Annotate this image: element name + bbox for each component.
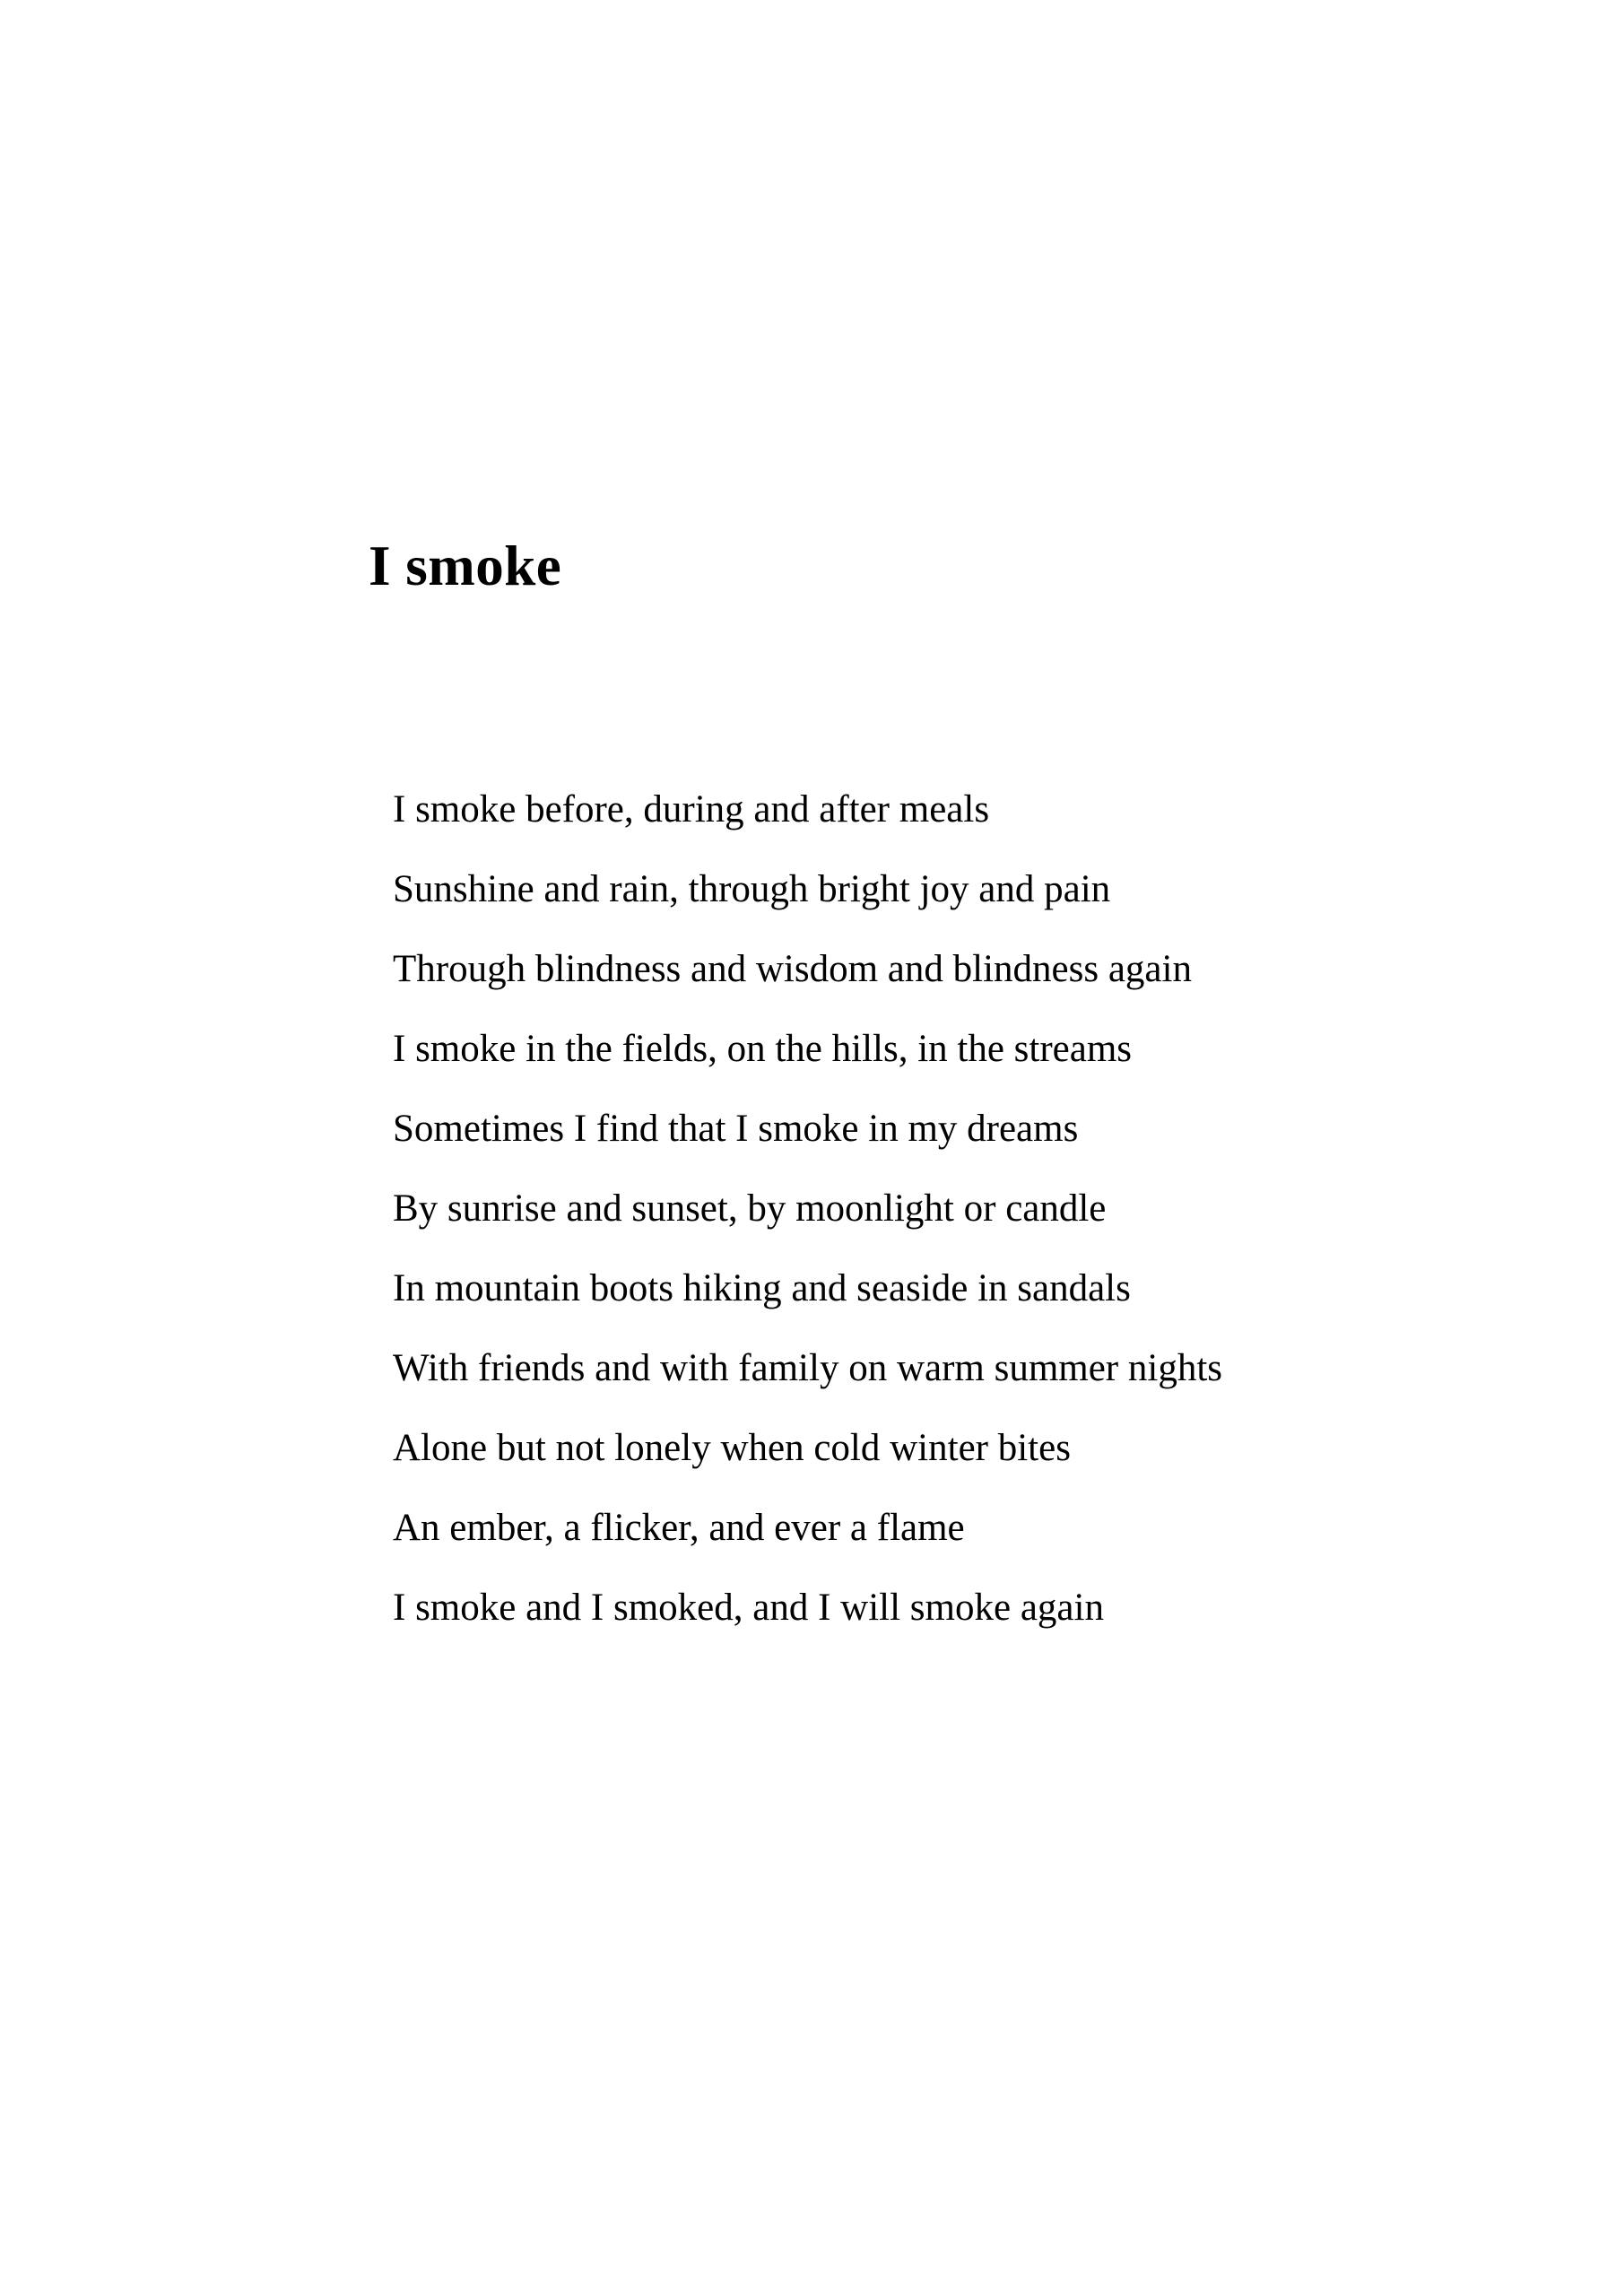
poem-line: An ember, a flicker, and ever a flame <box>393 1507 965 1549</box>
poem-title: I smoke <box>369 535 562 597</box>
poem-line: I smoke before, during and after meals <box>393 788 990 831</box>
poem-line: Sometimes I find that I smoke in my dreams <box>393 1108 1079 1150</box>
poem-line: Through blindness and wisdom and blindness again <box>393 948 1192 990</box>
poem-line: Alone but not lonely when cold winter bites <box>393 1427 1071 1469</box>
poem-line: I smoke in the fields, on the hills, in the streams <box>393 1028 1133 1070</box>
poem-line: With friends and with family on warm summer nights <box>393 1347 1223 1389</box>
poem-line: I smoke and I smoked, and I will smoke again <box>393 1587 1104 1629</box>
poem-body <box>393 770 1222 1648</box>
poem-line: In mountain boots hiking and seaside in sandals <box>393 1267 1131 1309</box>
poem-line: By sunrise and sunset, by moonlight or candle <box>393 1187 1107 1230</box>
poem-line: Sunshine and rain, through bright joy and pain <box>393 868 1111 910</box>
